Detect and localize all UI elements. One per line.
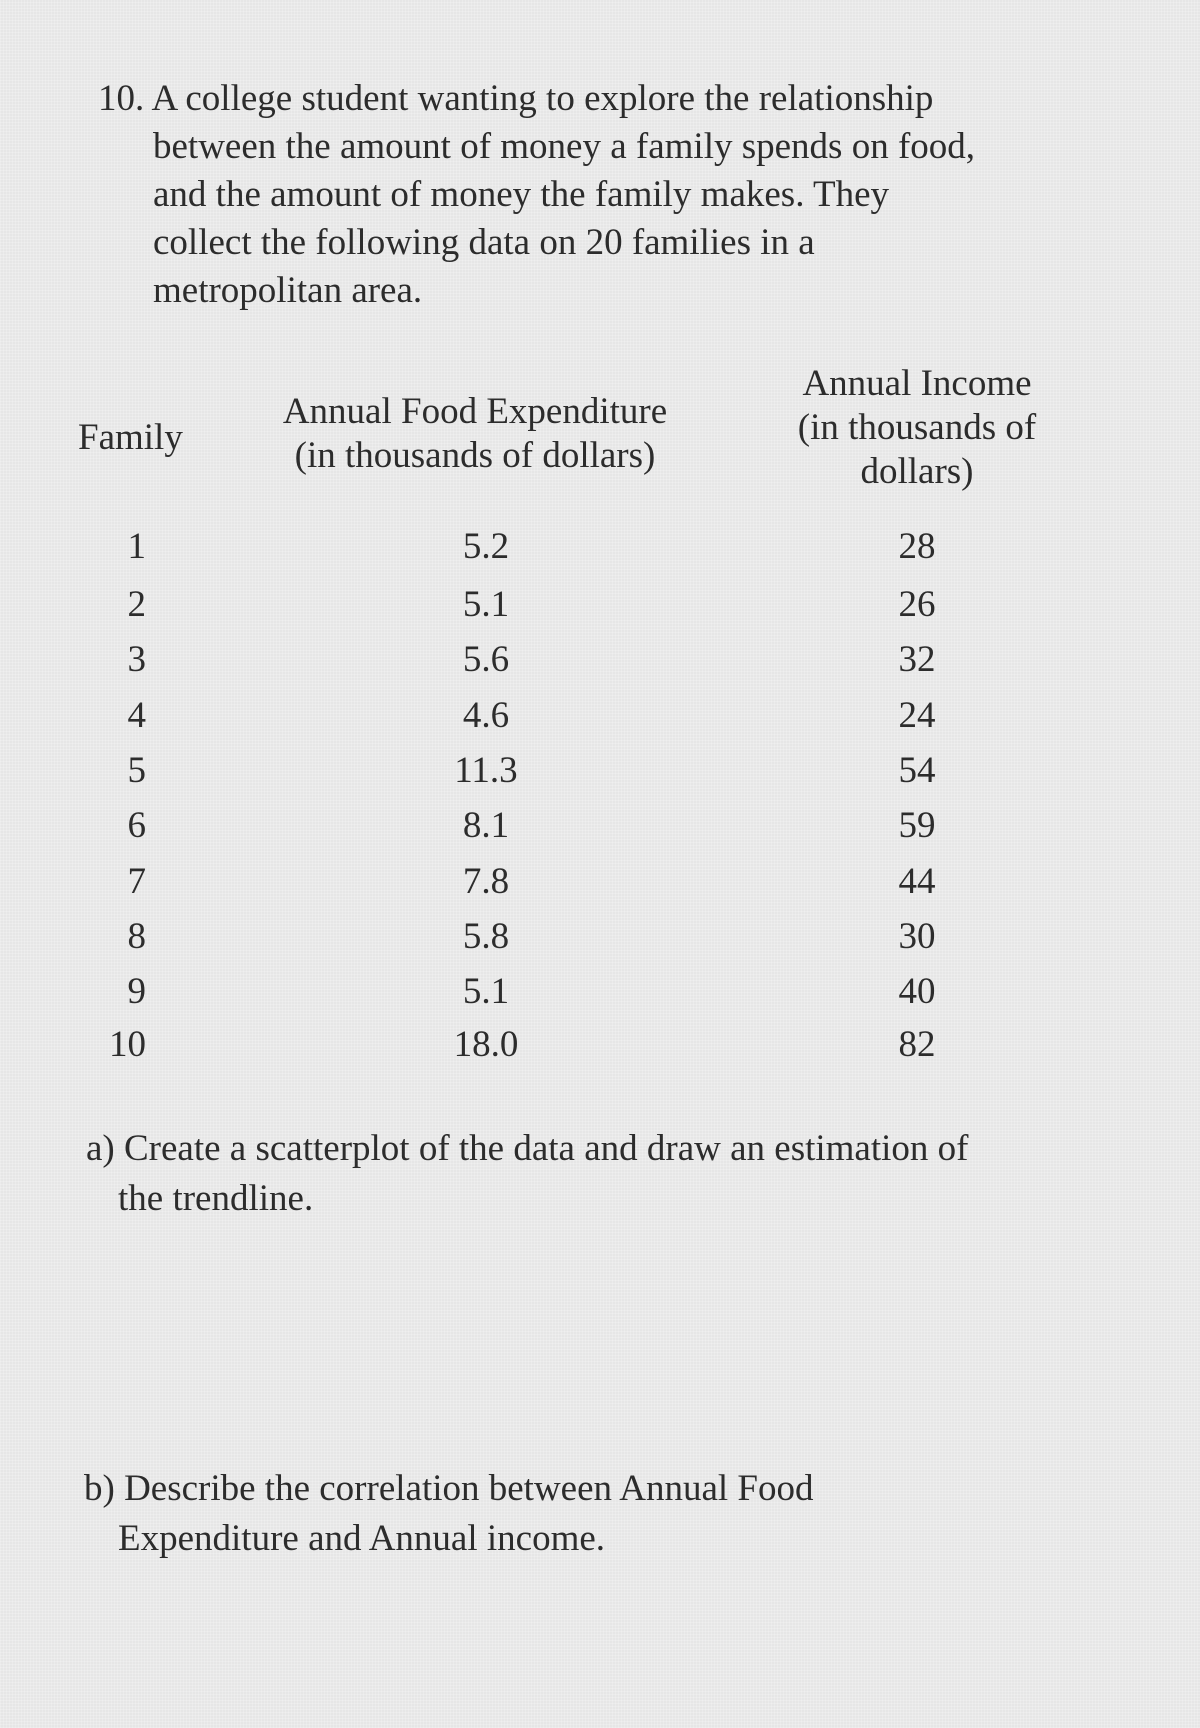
food-expenditure-value: 5.1: [462, 584, 510, 625]
family-number: 6: [127, 805, 146, 846]
food-expenditure-value: 5.6: [462, 639, 510, 680]
question-a-line-2: the trendline.: [118, 1178, 314, 1219]
problem-line-3: and the amount of money the family makes. They: [153, 174, 890, 215]
annual-income-value: 82: [898, 1024, 936, 1065]
header-food-expenditure: [240, 390, 710, 478]
family-number: 9: [127, 971, 146, 1012]
family-number: 7: [127, 861, 146, 902]
food-expenditure-value: 8.1: [462, 805, 510, 846]
food-expenditure-value: 7.8: [462, 861, 510, 902]
header-family: Family: [78, 417, 183, 458]
header-income-line-2: (in thousands of: [797, 407, 1037, 448]
problem-line-5: metropolitan area.: [153, 270, 423, 311]
family-number: 2: [127, 584, 146, 625]
header-food-line-2: (in thousands of dollars): [294, 435, 656, 476]
header-food-line-1: Annual Food Expenditure: [282, 391, 668, 432]
family-number: 8: [127, 916, 146, 957]
header-income-line-1: Annual Income: [802, 363, 1032, 404]
food-expenditure-value: 4.6: [462, 695, 510, 736]
food-expenditure-value: 18.0: [453, 1024, 519, 1065]
problem-line-2: between the amount of money a family spends on food,: [153, 126, 976, 167]
family-number: 4: [127, 695, 146, 736]
header-annual-income: [752, 362, 1082, 494]
annual-income-value: 44: [898, 861, 936, 902]
food-expenditure-value: 11.3: [454, 750, 518, 791]
family-number: 5: [127, 750, 146, 791]
problem-line-4: collect the following data on 20 families in a: [153, 222, 815, 263]
annual-income-value: 32: [898, 639, 936, 680]
header-income-line-3: dollars): [860, 451, 974, 492]
annual-income-value: 26: [898, 584, 936, 625]
annual-income-value: 30: [898, 916, 936, 957]
annual-income-value: 54: [898, 750, 936, 791]
family-number: 10: [109, 1024, 146, 1065]
food-expenditure-value: 5.2: [462, 526, 510, 567]
annual-income-value: 59: [898, 805, 936, 846]
food-expenditure-value: 5.8: [462, 916, 510, 957]
food-expenditure-value: 5.1: [462, 971, 510, 1012]
family-number: 1: [127, 526, 146, 567]
problem-line-1: 10. A college student wanting to explore the relationship: [98, 78, 934, 119]
annual-income-value: 24: [898, 695, 936, 736]
question-a-line-1: a) Create a scatterplot of the data and draw an estimation of: [86, 1128, 969, 1169]
annual-income-value: 28: [898, 526, 936, 567]
question-b-line-2: Expenditure and Annual income.: [118, 1518, 606, 1559]
family-number: 3: [127, 639, 146, 680]
question-b-line-1: b) Describe the correlation between Annual Food: [84, 1468, 814, 1509]
annual-income-value: 40: [898, 971, 936, 1012]
